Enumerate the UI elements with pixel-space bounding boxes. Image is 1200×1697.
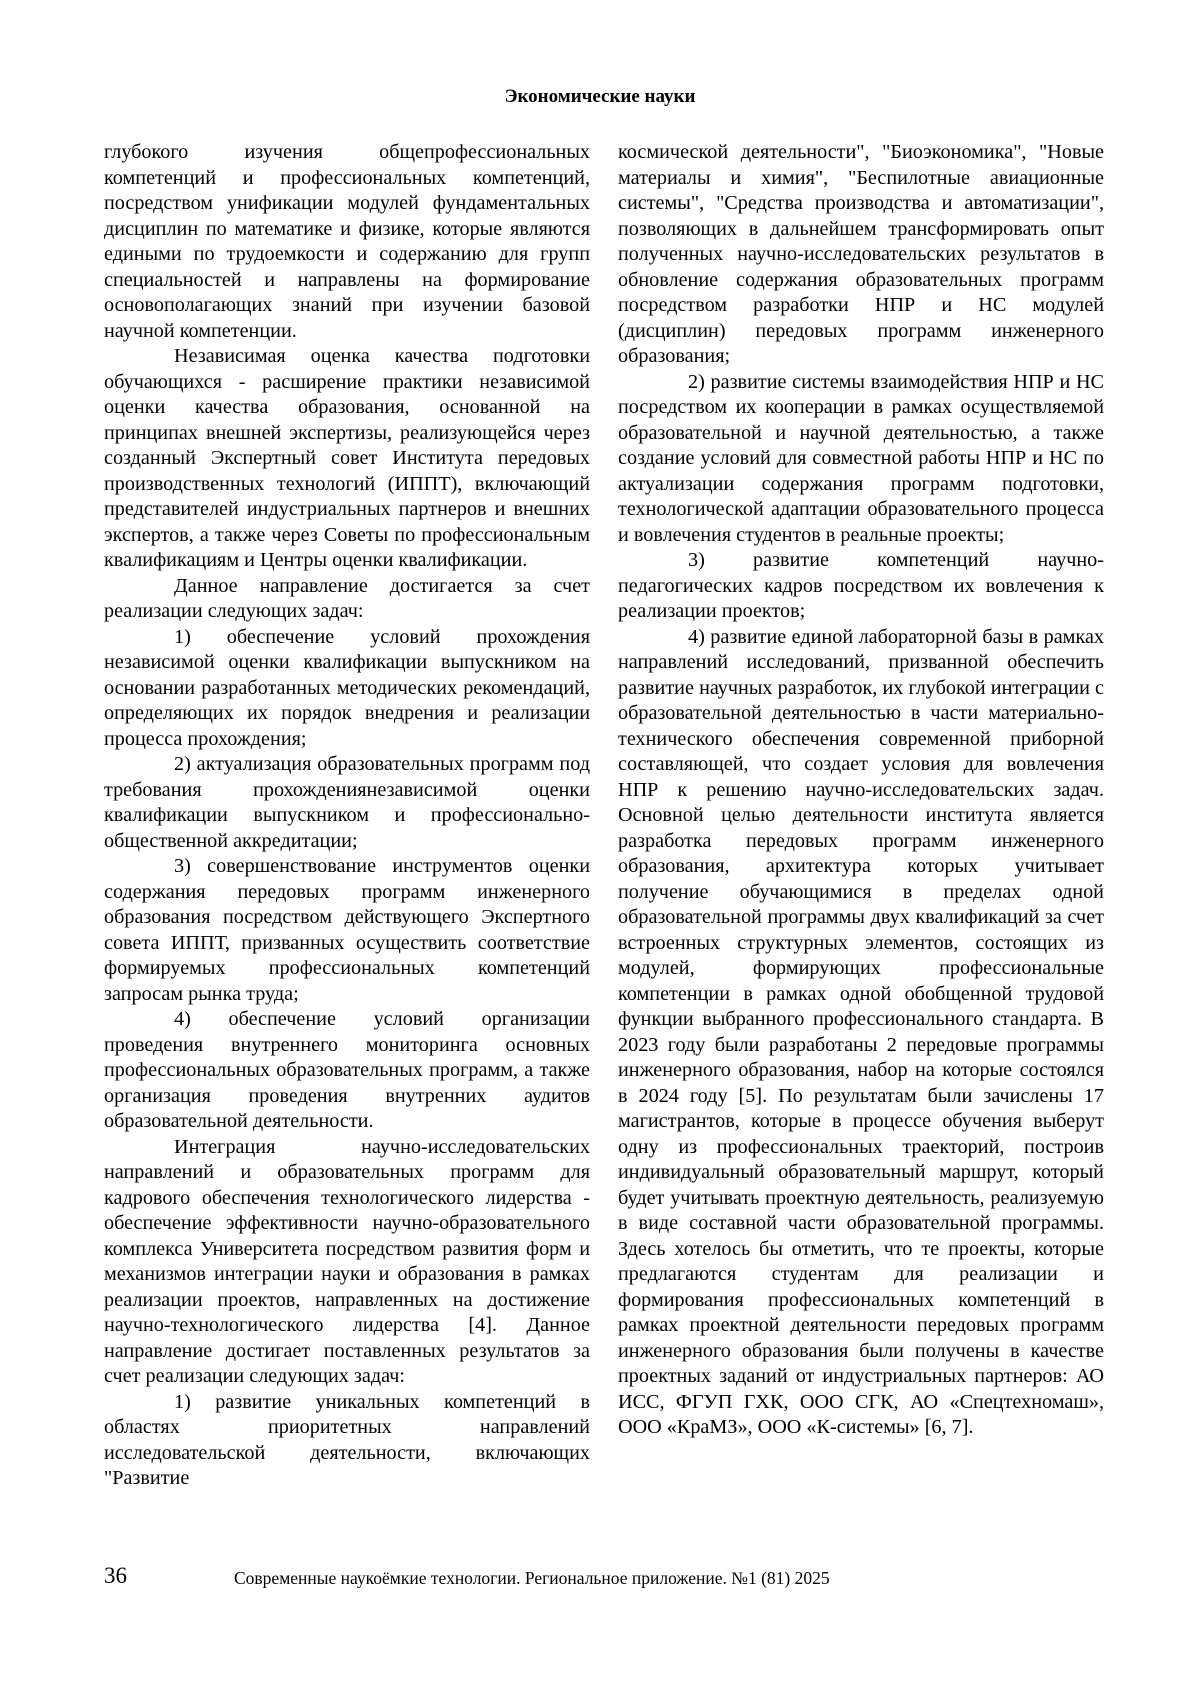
list-item: 2) актуализация образовательных программ под требования прохождениянезависимой оценки квалификации выпускником и профессионально-общественной аккредитации; [104,753,590,852]
list-item: 1) развитие уникальных компетенций в областях приоритетных направлений исследовательской деятельности, включающих "Развитие [104,1390,590,1489]
list-item: 3) развитие компетенций научно-педагогических кадров посредством их вовлечения к реализации проектов; [618,549,1104,622]
paragraph: космической деятельности", "Биоэкономика", "Новые материалы и химия", "Беспилотные авиационные системы", "Средства производства и автоматизации", позволяющих в дальнейшем трансформировать опыт полученных научно-исследовательских результатов в обновление содержания образовательных программ посредством разработки НПР и НС модулей (дисциплин) передовых программ инженерного образования; [618,141,1104,367]
paragraph: Интеграция научно-исследовательских направлений и образовательных программ для кадрового обеспечения технологического лидерства - обеспечение эффективности научно-образовательного комплекса Университета посредством развития форм и механизмов интеграции науки и образования в рамках реализации проектов, направленных на достижение научно-технологического лидерства [4]. Данное направление достигает поставленных результатов за счет реализации следующих задач: [104,1135,590,1387]
paragraph: глубокого изучения общепрофессиональных компетенций и профессиональных компетенций, посредством унификации модулей фундаментальных дисциплин по математике и физике, которые являются едиными по трудоемкости и содержанию для групп специальностей и направлены на формирование основополагающих знаний при изучении базовой научной компетенции. [104,141,590,342]
list-item: 4) обеспечение условий организации проведения внутреннего мониторинга основных профессиональных образовательных программ, а также организация проведения внутренних аудитов образовательной деятельности. [104,1008,590,1132]
journal-footer: Современные наукоёмкие технологии. Региональное приложение. №1 (81) 2025 [234,1568,830,1588]
list-item: 4) развитие единой лабораторной базы в рамках направлений исследований, призванной обеспечить развитие научных разработок, их глубокой интеграции с образовательной деятельностью в части материально-технического обеспечения современной приборной составляющей, что создает условия для вовлечения НПР к решению научно-исследовательских задач. Основной целью деятельности института является разработка передовых программ инженерного образования, архитектура которых учитывает получение обучающимися в пределах одной образовательной программы двух квалификаций за счет встроенных структурных элементов, состоящих из модулей, формирующих профессиональные компетенции в рамках одной обобщенной трудовой функции выбранного профессионального стандарта. В 2023 году были разработаны 2 передовые программы инженерного образования, набор на которые состоялся в 2024 году [5]. По результатам были зачислены 17 магистрантов, которые в процессе обучения выберут одну из профессиональных траекторий, построив индивидуальный образовательный маршрут, который будет учитывать проектную деятельность, реализуемую в виде составной части образовательной программы. Здесь хотелось бы отметить, что те проекты, которые предлагаются студентам для реализации и формирования профессиональных компетенций в рамках проектной деятельности передовых программ инженерного образования были получены в качестве проектных заданий от индустриальных партнеров: АО ИСС, ФГУП ГХК, ООО СГК, АО «Спецтехномаш», ООО «КраМЗ», ООО «К-системы» [6, 7]. [618,625,1104,1438]
right-column [618,140,1104,1441]
list-item: 2) развитие системы взаимодействия НПР и НС посредством их кооперации в рамках осуществляемой образовательной и научной деятельностью, а также создание условий для совместной работы НПР и НС по актуализации содержания программ подготовки, технологической адаптации образовательного процесса и вовлечения студентов в реальные проекты; [618,370,1104,546]
list-item: 1) обеспечение условий прохождения независимой оценки квалификации выпускником на основании разработанных методических рекомендаций, определяющих их порядок внедрения и реализации процесса прохождения; [104,625,590,750]
page-number: 36 [104,1563,127,1588]
left-column [104,140,590,1492]
section-title: Экономические науки [504,86,696,107]
paragraph: Независимая оценка качества подготовки обучающихся - расширение практики независимой оценки качества образования, основанной на принципах внешней экспертизы, реализующейся через созданный Экспертный совет Института передовых производственных технологий (ИППТ), включающий представителей индустриальных партнеров и внешних экспертов, а также через Советы по профессиональным квалификациям и Центры оценки квалификации. [104,345,590,571]
list-item: 3) совершенствование инструментов оценки содержания передовых программ инженерного образования посредством действующего Экспертного совета ИППТ, призванных осуществить соответствие формируемых профессиональных компетенций запросам рынка труда; [104,855,590,1005]
paragraph: Данное направление достигается за счет реализации следующих задач: [104,574,590,622]
